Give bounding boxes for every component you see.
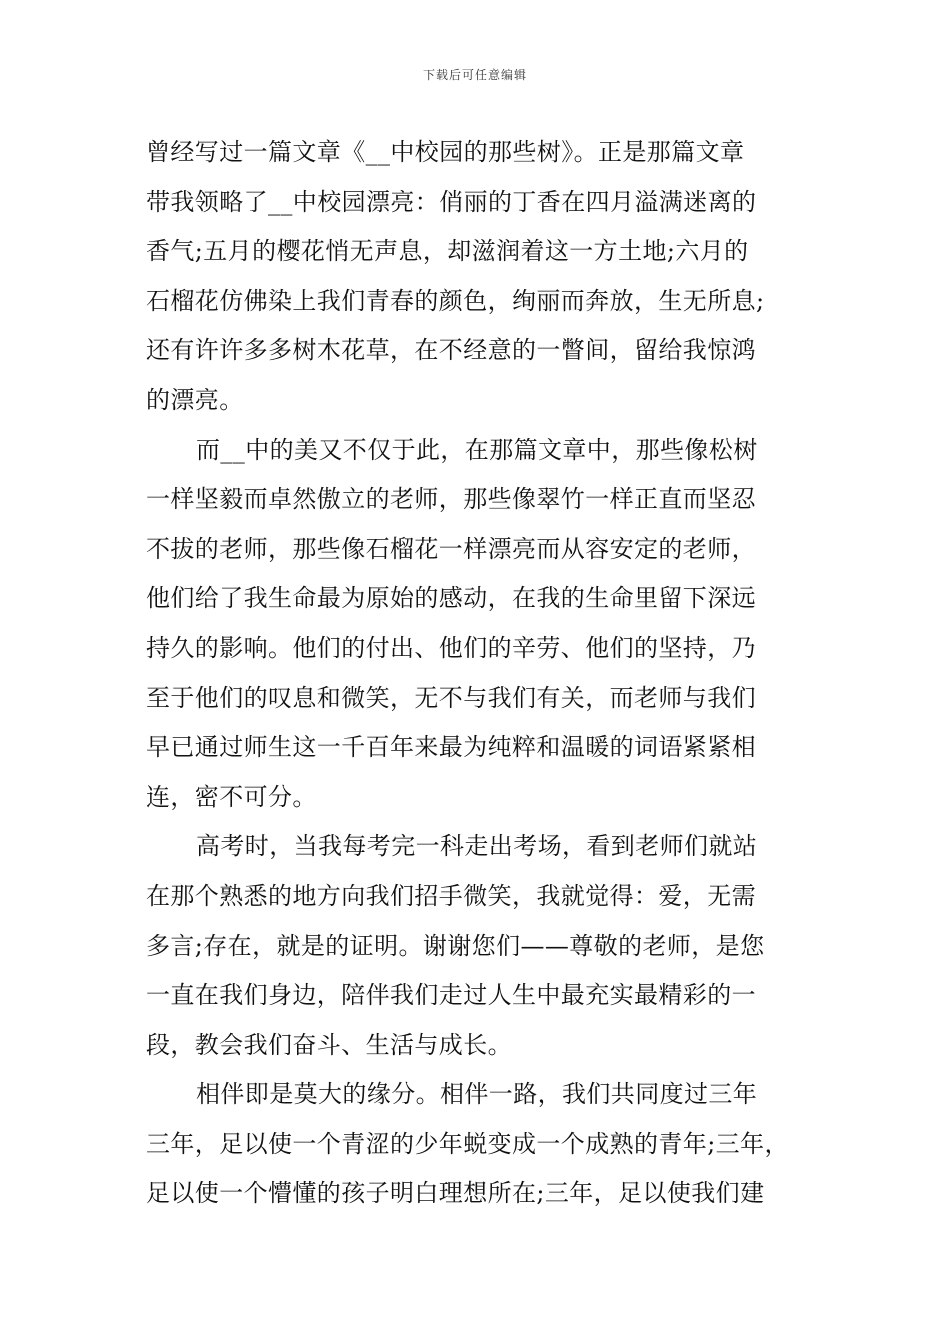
- text-line: 还有许许多多树木花草，在不经意的一瞥间，留给我惊鸿: [146, 336, 756, 365]
- text-line: 一样坚毅而卓然傲立的老师，那些像翠竹一样正直而坚忍: [146, 485, 756, 514]
- text-line: 早已通过师生这一千百年来最为纯粹和温暖的词语紧紧相: [146, 733, 756, 762]
- text-line: 持久的影响。他们的付出、他们的辛劳、他们的坚持，乃: [146, 633, 756, 662]
- text-line: 段，教会我们奋斗、生活与成长。: [146, 1030, 512, 1059]
- text-line: 在那个熟悉的地方向我们招手微笑，我就觉得：爱，无需: [146, 881, 756, 910]
- text-line: 至于他们的叹息和微笑，无不与我们有关，而老师与我们: [146, 683, 756, 712]
- text-line: 三年，足以使一个青涩的少年蜕变成一个成熟的青年;三年，: [146, 1129, 789, 1158]
- text-line: 不拔的老师，那些像石榴花一样漂亮而从容安定的老师，: [146, 534, 756, 563]
- text-line: 一直在我们身边，陪伴我们走过人生中最充实最精彩的一: [146, 981, 756, 1010]
- text-line: 的漂亮。: [146, 385, 244, 414]
- text-line: 带我领略了__中校园漂亮：俏丽的丁香在四月溢满迷离的: [146, 187, 757, 216]
- text-line: 他们给了我生命最为原始的感动，在我的生命里留下深远: [146, 584, 756, 613]
- paragraph-start-line: 相伴即是莫大的缘分。相伴一路，我们共同度过三年: [196, 1080, 758, 1109]
- text-line: 多言;存在，就是的证明。谢谢您们——尊敬的老师，是您: [146, 931, 765, 960]
- text-line: 足以使一个懵懂的孩子明白理想所在;三年，足以使我们建: [146, 1179, 765, 1208]
- document-body: [146, 128, 810, 1219]
- page-header: 下载后可任意编辑: [422, 68, 527, 82]
- text-line: 连，密不可分。: [146, 782, 317, 811]
- text-line: 曾经写过一篇文章《__中校园的那些树》。正是那篇文章: [146, 138, 745, 166]
- paragraph-start-line: 高考时，当我每考完一科走出考场，看到老师们就站: [196, 832, 758, 861]
- text-line: 石榴花仿佛染上我们青春的颜色，绚丽而奔放，生无所息;: [146, 286, 765, 315]
- paragraph-start-line: 而__中的美又不仅于此，在那篇文章中，那些像松树: [196, 435, 758, 464]
- text-line: 香气;五月的樱花悄无声息，却滋润着这一方土地;六月的: [146, 237, 749, 266]
